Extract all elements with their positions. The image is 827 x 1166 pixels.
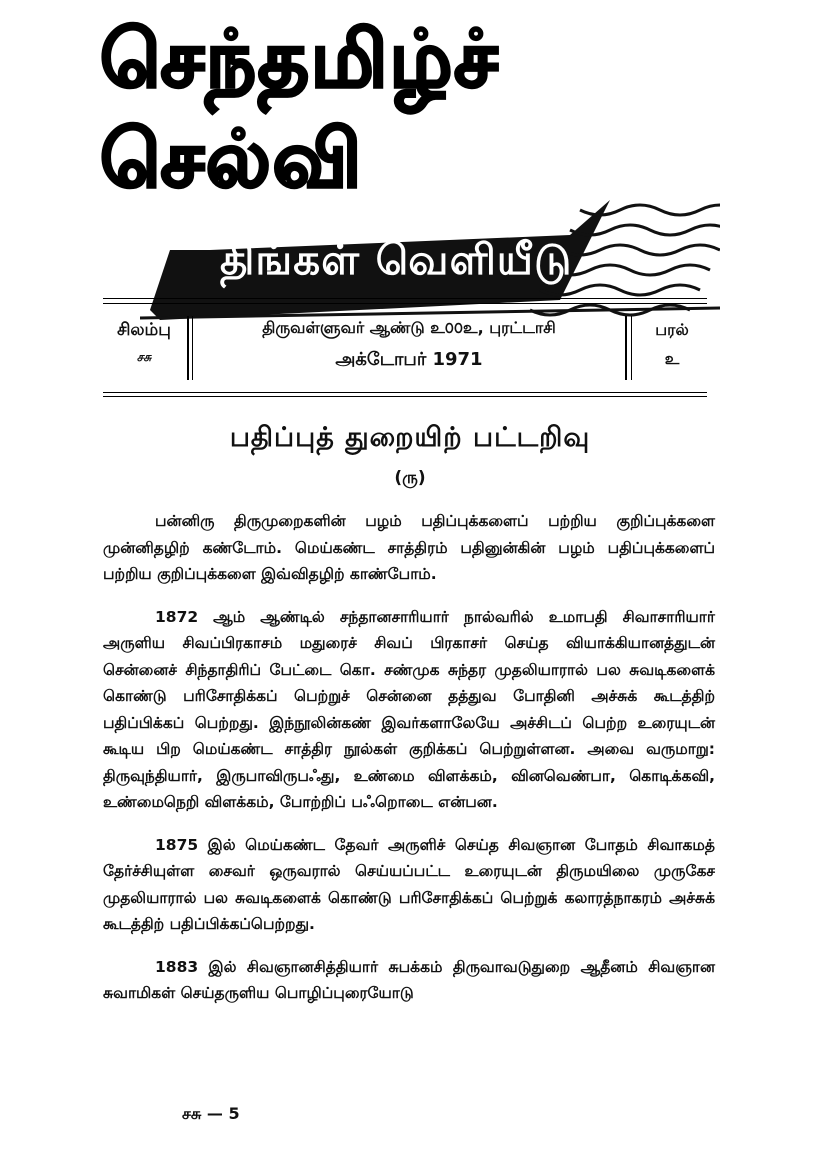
part-label: பரல் xyxy=(655,320,689,339)
volume-number: சசு xyxy=(136,350,152,364)
paragraph: 1872 ஆம் ஆண்டில் சந்தானசாரியார் நால்வரில் உமாபதி சிவாசாரியார் அருளிய சிவப்பிரகாசம் மதுரைச் சிவப் பிரகாசர் செய்த வியாக்கியானத்துடன் சென்னைச் சிந்தாதிரிப் பேட்டை கொ. சண்முக சுந்தர முதலியாரால் பல சுவடிகளைக் கொண்டு பரிசோதிக்கப் பெற்றுச் சென்னை தத்துவ போதினி அச்சுக் கூடத்திற் பதிப்பிக்கப் பெற்றது. இந்நூலின்கண் இவர்களாலேயே அச்சிடப் பெற்ற உரையுடன் கூடிய பிற மெய்கண்ட சாத்திர நூல்கள் குறிக்கப் பெற்றுள்ளன. அவை வருமாறு: திருவுந்தியார், இருபாவிருபஃது, உண்மை விளக்கம், வினவெண்பா, கொடிக்கவி, உண்மைநெறி விளக்கம், போற்றிப் பஃறொடை என்பன. xyxy=(103,607,715,811)
paragraph: பன்னிரு திருமுறைகளின் பழம் பதிப்புக்களைப் பற்றிய குறிப்புக்களை முன்னிதழிற் கண்டோம். மெய்கண்ட சாத்திரம் பதினுன்கின் பழம் பதிப்புக்களைப் பற்றிய குறிப்புக்களை இவ்விதழிற் காண்போம். xyxy=(103,512,715,583)
volume-block xyxy=(103,312,185,384)
divider xyxy=(192,316,193,380)
article-body xyxy=(103,508,715,1023)
paragraph: 1875 இல் மெய்கண்ட தேவர் அருளிச் செய்த சிவஞான போதம் சிவாகமத் தேர்ச்சியுள்ள சைவர் ஒருவரால் செய்யப்பட்ட உரையுடன் திருமயிலை முருகேச முதலியாரால் பல சுவடிகளைக் கொண்டு பரிசோதிக்கப் பெற்றுக் கலாரத்நாகரம் அச்சுக் கூடத்திற் பதிப்பிக்கப்பெற்றது. xyxy=(103,835,715,933)
part-block xyxy=(637,312,707,370)
article-part: (ரு) xyxy=(394,468,426,488)
divider xyxy=(103,298,707,299)
issue-header xyxy=(103,312,707,384)
date-line-tamil: திருவள்ளுவர் ஆண்டு உ௦௦உ, புரட்டாசி xyxy=(262,318,556,337)
masthead xyxy=(100,15,720,284)
page-number: சசு — 5 xyxy=(182,1104,240,1123)
divider xyxy=(103,303,707,304)
divider xyxy=(103,396,707,397)
masthead-subtitle: திங்கள் வெளியீடு xyxy=(220,235,573,284)
divider xyxy=(187,316,189,380)
divider xyxy=(625,316,627,380)
paragraph: 1883 இல் சிவஞானசித்தியார் சுபக்கம் திருவாவடுதுறை ஆதீனம் சிவஞான சுவாமிகள் செய்தருளிய பொழிப்புரையோடு xyxy=(103,957,715,1002)
article-title: பதிப்புத் துறையிற் பட்டறிவு xyxy=(229,422,591,453)
date-line-english: அக்டோபர் 1971 xyxy=(335,349,483,370)
volume-label: சிலம்பு xyxy=(117,320,171,340)
date-block xyxy=(199,312,619,372)
divider xyxy=(631,316,632,380)
masthead-title: செந்தமிழ்ச் செல்வி xyxy=(100,15,500,205)
divider xyxy=(103,392,707,393)
part-number: உ xyxy=(664,349,680,368)
